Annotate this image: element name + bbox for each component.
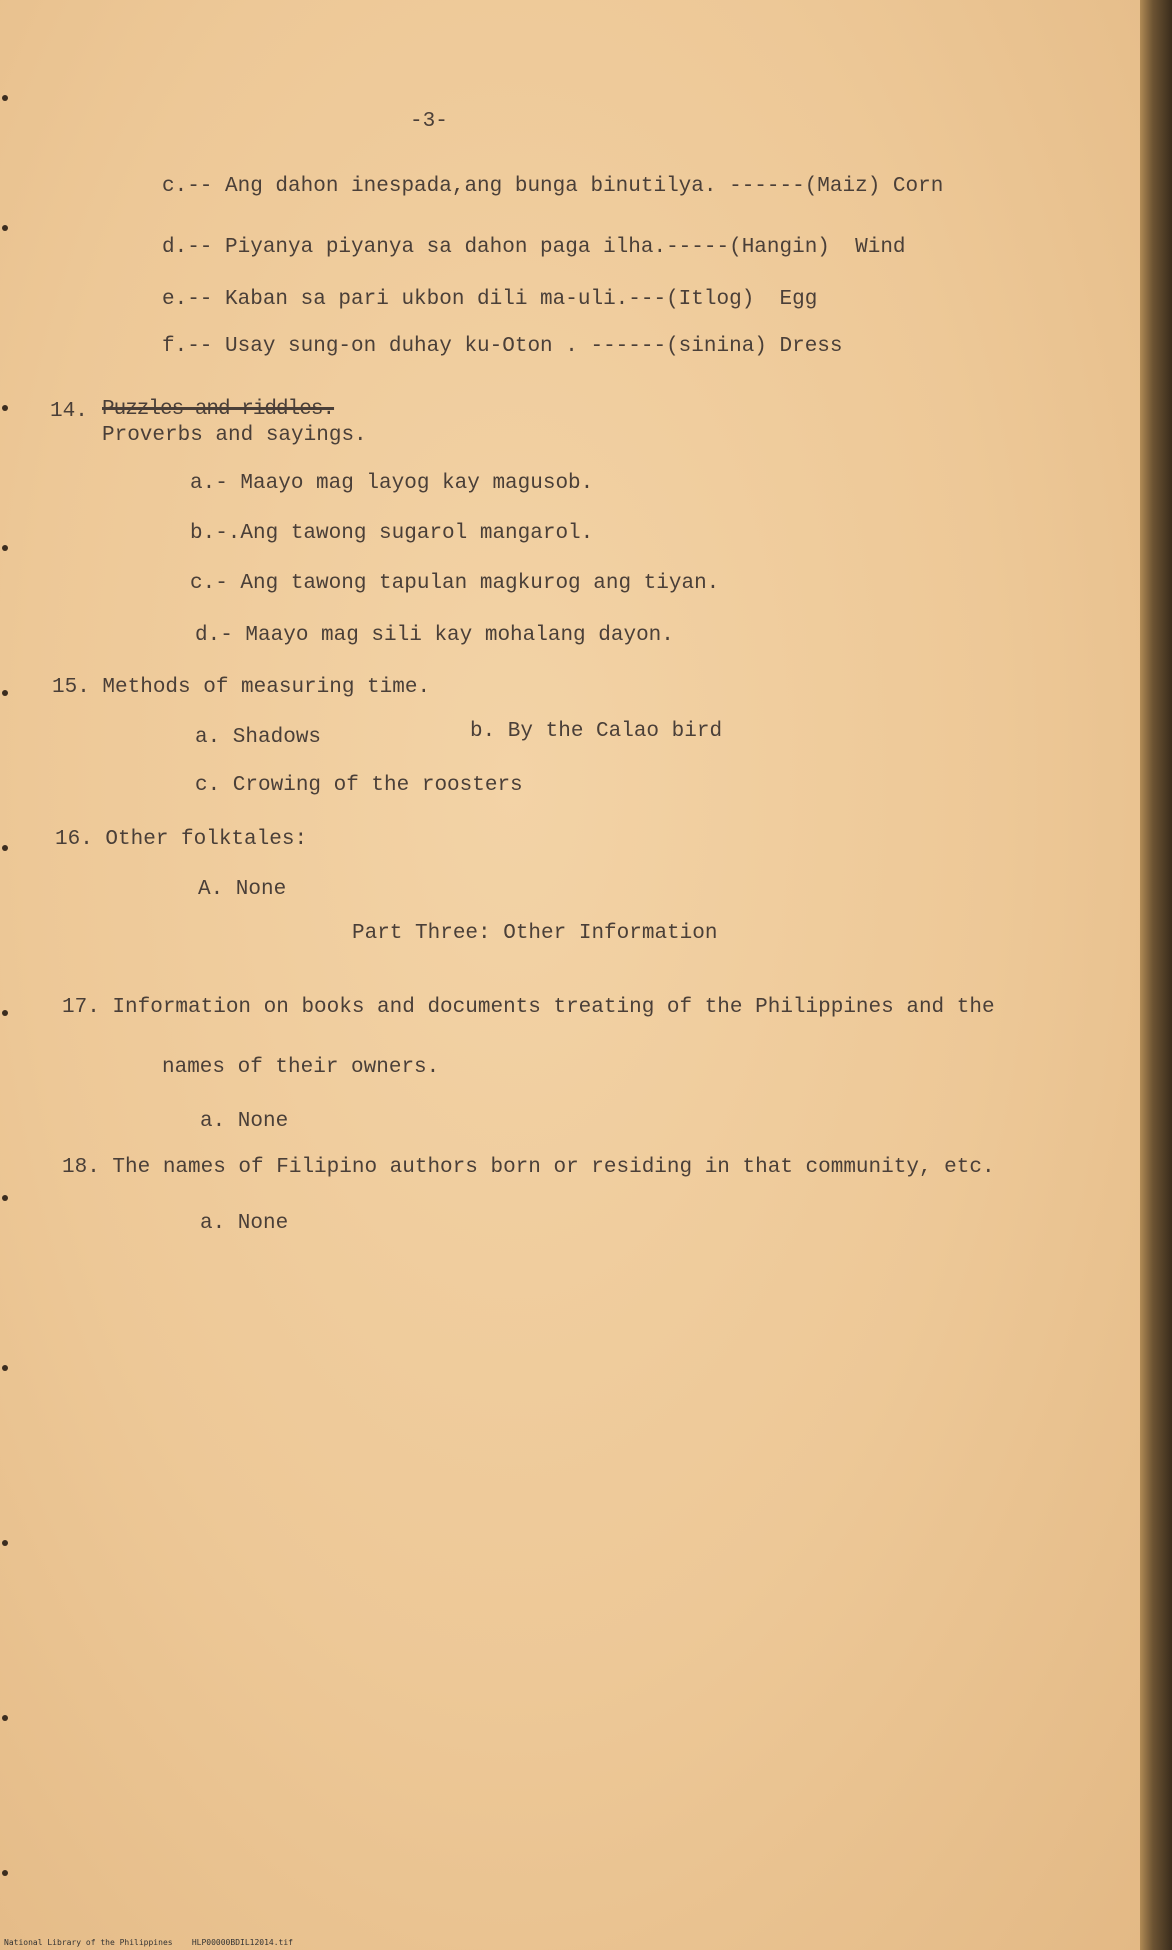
riddle-e: e.-- Kaban sa pari ukbon dili ma-uli.---(Itlog) Egg bbox=[162, 288, 818, 311]
section-16-heading: 16. Other folktales: bbox=[55, 828, 308, 851]
proverb-b: b.-.Ang tawong sugarol mangarol. bbox=[190, 522, 594, 545]
time-method-a: a. Shadows bbox=[195, 726, 322, 749]
riddle-c: c.-- Ang dahon inespada,ang bunga binutilya. ------(Maiz) Corn bbox=[162, 175, 944, 198]
binding-hole bbox=[2, 1715, 8, 1721]
authors-item: a. None bbox=[200, 1212, 289, 1235]
binding-hole bbox=[2, 1195, 8, 1201]
proverb-a: a.- Maayo mag layog kay magusob. bbox=[190, 472, 594, 495]
books-item: a. None bbox=[200, 1110, 289, 1133]
binding-hole bbox=[2, 1010, 8, 1016]
binding-hole bbox=[2, 845, 8, 851]
section-15-heading: 15. Methods of measuring time. bbox=[52, 676, 431, 699]
proverb-d: d.- Maayo mag sili kay mohalang dayon. bbox=[195, 624, 674, 647]
binding-hole bbox=[2, 690, 8, 696]
book-edge bbox=[1140, 0, 1172, 1950]
binding-hole bbox=[2, 225, 8, 231]
page-number: -3- bbox=[410, 110, 448, 133]
section-17-heading-line2: names of their owners. bbox=[162, 1056, 440, 1079]
section-14-struck-heading: Puzzles and riddles. bbox=[102, 398, 335, 421]
binding-hole bbox=[2, 545, 8, 551]
time-method-c: c. Crowing of the roosters bbox=[195, 774, 523, 797]
archive-footer: National Library of the Philippines HLP00000BDIL12014.tif bbox=[4, 1938, 293, 1947]
binding-hole bbox=[2, 95, 8, 101]
proverb-c: c.- Ang tawong tapulan magkurog ang tiyan. bbox=[190, 572, 720, 595]
binding-hole bbox=[2, 1365, 8, 1371]
riddle-d: d.-- Piyanya piyanya sa dahon paga ilha.-----(Hangin) Wind bbox=[162, 236, 906, 259]
section-17-heading-line1: 17. Information on books and documents treating of the Philippines and the bbox=[62, 996, 995, 1019]
section-18-heading: 18. The names of Filipino authors born or residing in that community, etc. bbox=[62, 1156, 995, 1179]
time-method-b: b. By the Calao bird bbox=[470, 720, 723, 743]
binding-hole bbox=[2, 405, 8, 411]
folktales-item: A. None bbox=[198, 878, 287, 901]
section-14-number: 14. bbox=[50, 400, 88, 423]
riddle-f: f.-- Usay sung-on duhay ku-Oton . ------(sinina) Dress bbox=[162, 335, 843, 358]
section-14-heading: Proverbs and sayings. bbox=[102, 424, 367, 447]
part-three-title: Part Three: Other Information bbox=[352, 922, 718, 945]
binding-hole bbox=[2, 1870, 8, 1876]
binding-hole bbox=[2, 1540, 8, 1546]
